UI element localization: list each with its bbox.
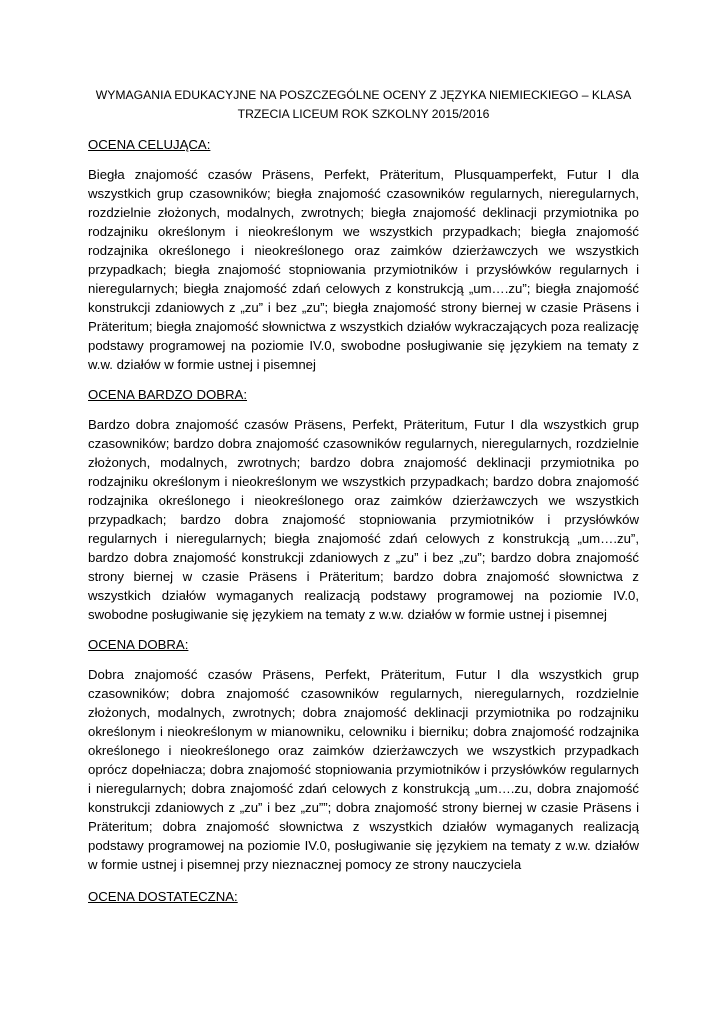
document-page [88, 86, 639, 917]
section-heading-celujaca: OCENA CELUJĄCA: [88, 137, 211, 152]
section-heading-dostateczna: OCENA DOSTATECZNA: [88, 889, 238, 904]
section-body-celujaca: Biegła znajomość czasów Präsens, Perfekt, Präteritum, Plusquamperfekt, Futur I dla wszystkich grup czasowników; biegła znajomość czasowników regularnych, nieregularnych, rozdzielnie złożonych, modalnych, zwrotnych; biegła znajomość deklinacji przymiotnika po rodzajniku określonym i nieokreślonym we wszystkich przypadkach; biegła znajomość rodzajnika określonego i nieokreślonego oraz zaimków dzierżawczych we wszystkich przypadkach; biegła znajomość stopniowania przymiotników i przysłówków regularnych i nieregularnych; biegła znajomość zdań celowych z konstrukcją „um….zu”; biegła znajomość konstrukcji zdaniowych z „zu” i bez „zu”; biegła znajomość strony biernej w czasie Präsens i Präteritum; biegła znajomość słownictwa z wszystkich działów wykraczających poza realizację podstawy programowej na poziomie IV.0, swobodne posługiwanie się językiem na tematy z w.w. działów w formie ustnej i pisemnej [88, 167, 639, 372]
document-title: WYMAGANIA EDUKACYJNE NA POSZCZEGÓLNE OCENY Z JĘZYKA NIEMIECKIEGO – KLASA TRZECIA LICEUM ROK SZKOLNY 2015/2016 [95, 88, 632, 121]
section-heading-dobra: OCENA DOBRA: [88, 637, 189, 652]
section-body-bardzo-dobra: Bardzo dobra znajomość czasów Präsens, Perfekt, Präteritum, Futur I dla wszystkich grup czasowników; bardzo dobra znajomość czasowników regularnych, nieregularnych, rozdzielnie złożonych, modalnych, zwrotnych; bardzo dobra znajomość deklinacji przymiotnika po rodzajniku określonym i nieokreślonym we wszystkich przypadkach; bardzo dobra znajomość rodzajnika określonego i nieokreślonego oraz zaimków dzierżawczych we wszystkich przypadkach; bardzo dobra znajomość stopniowania przymiotników i przysłówków regularnych i nieregularnych; biegła znajomość zdań celowych z konstrukcją „um….zu”, bardzo dobra znajomość konstrukcji zdaniowych z „zu” i bez „zu”; bardzo dobra znajomość strony biernej w czasie Präsens i Präteritum; bardzo dobra znajomość słownictwa z wszystkich działów wymaganych realizacją podstawy programowej na poziomie IV.0, swobodne posługiwanie się językiem na tematy z w.w. działów w formie ustnej i pisemnej [88, 417, 639, 622]
section-heading-bardzo-dobra: OCENA BARDZO DOBRA: [88, 387, 248, 402]
section-body-dobra: Dobra znajomość czasów Präsens, Perfekt, Präteritum, Futur I dla wszystkich grup czasowników; dobra znajomość czasowników regularnych, nieregularnych, rozdzielnie złożonych, modalnych, zwrotnych; dobra znajomość deklinacji przymiotnika po rodzajniku określonym i nieokreślonym w mianowniku, celowniku i bierniku; dobra znajomość rodzajnika określonego i nieokreślonego oraz zaimków dzierżawczych we wszystkich przypadkach oprócz dopełniacza; dobra znajomość stopniowania przymiotników i przysłówków regularnych i nieregularnych; dobra znajomość zdań celowych z konstrukcją „um….zu, dobra znajomość konstrukcji zdaniowych z „zu” i bez „zu””; dobra znajomość strony biernej w czasie Präsens i Präteritum; dobra znajomość słownictwa z wszystkich działów wymaganych realizacją podstawy programowej na poziomie IV.0, posługiwanie się językiem na tematy z w.w. działów w formie ustnej i pisemnej przy nieznacznej pomocy ze strony nauczyciela [88, 667, 639, 872]
